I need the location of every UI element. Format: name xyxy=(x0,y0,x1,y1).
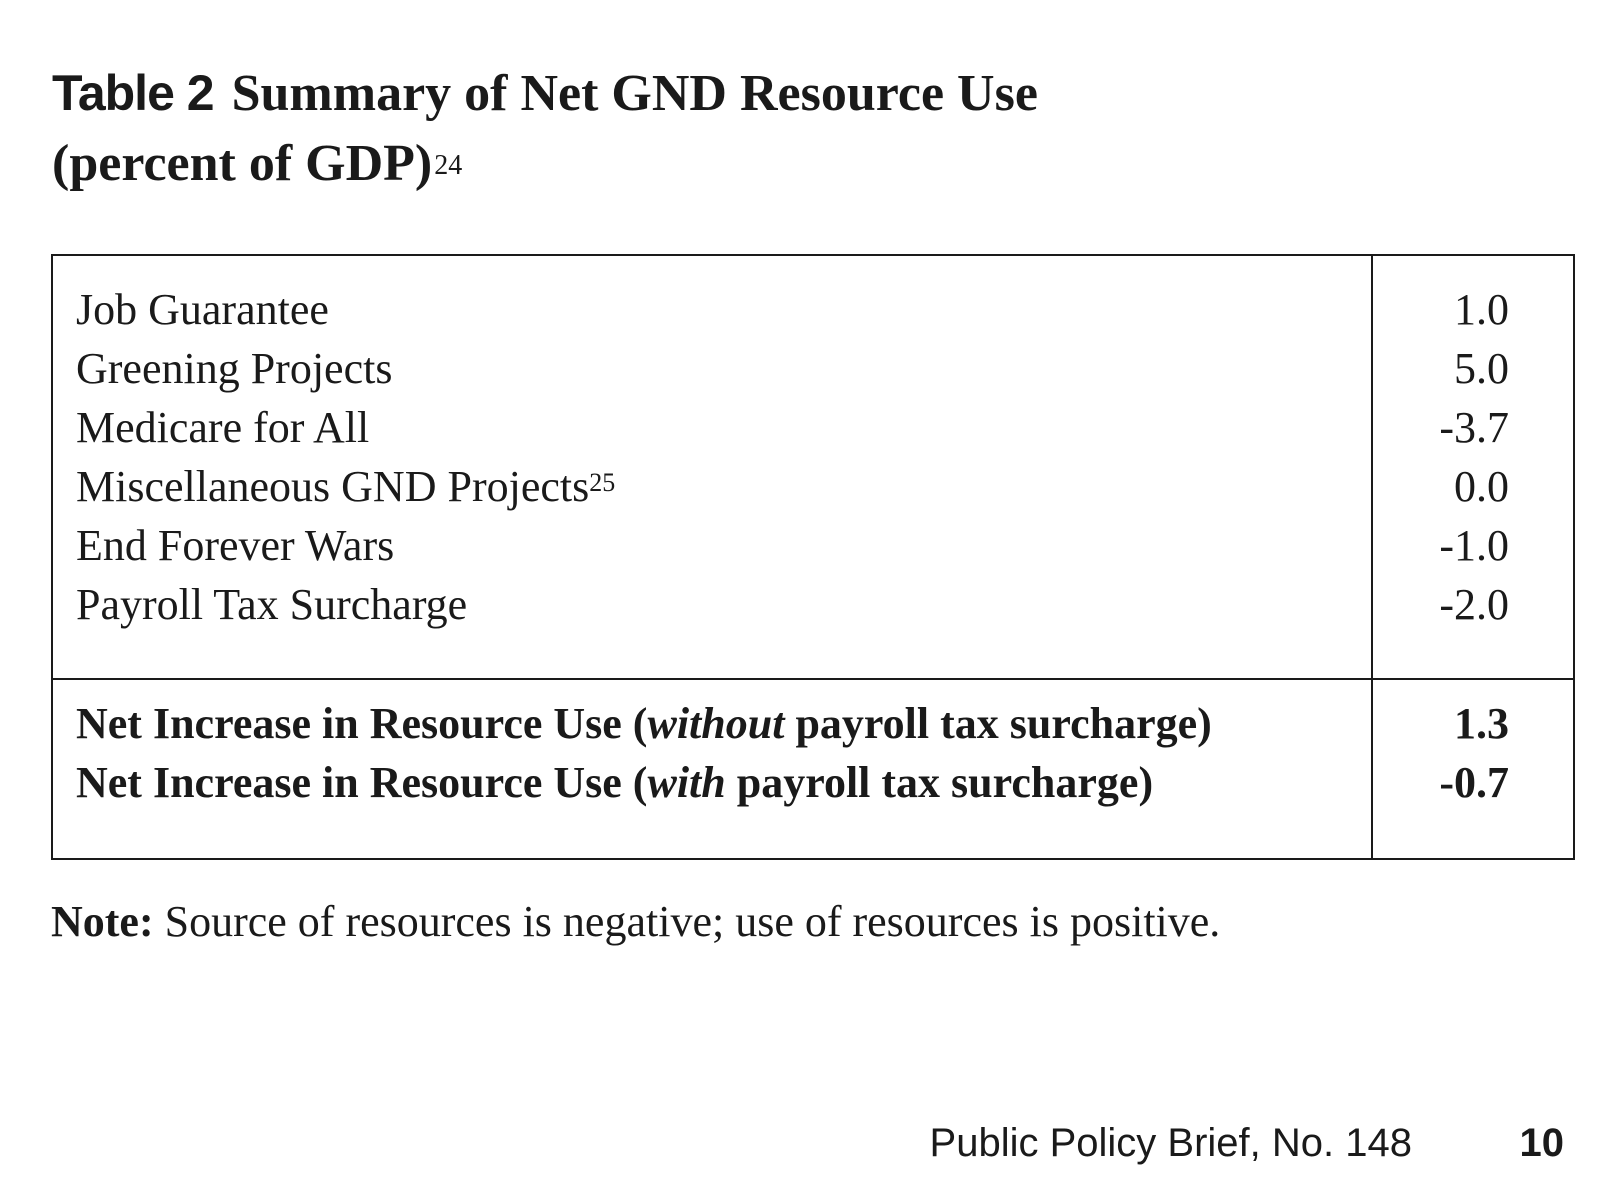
table-row xyxy=(53,575,1573,635)
total-row-with-surcharge xyxy=(53,753,1573,813)
table-subtitle xyxy=(52,129,1532,199)
note-label: Note: xyxy=(51,897,154,946)
row-value: 5.0 xyxy=(1454,344,1509,393)
row-label: Medicare for All xyxy=(76,403,370,452)
total-label-prefix: Net Increase in Resource Use ( xyxy=(76,699,648,748)
row-label-text: Miscellaneous GND Projects xyxy=(76,462,590,511)
table-row xyxy=(53,339,1573,399)
total-label-emphasis: without xyxy=(647,699,785,748)
table-title xyxy=(52,58,1532,129)
total-row-without-surcharge xyxy=(53,694,1573,754)
row-label: Greening Projects xyxy=(76,344,393,393)
summary-table xyxy=(51,254,1575,860)
row-label: End Forever Wars xyxy=(76,521,395,570)
total-value: 1.3 xyxy=(1454,699,1509,748)
title-footnote-ref: 24 xyxy=(434,150,463,181)
total-label xyxy=(76,694,1212,754)
table-row xyxy=(53,457,1573,517)
table-title-text: Summary of Net GND Resource Use xyxy=(231,65,1038,122)
row-label xyxy=(76,457,615,517)
total-label-emphasis: with xyxy=(647,758,726,807)
total-value: -0.7 xyxy=(1439,758,1509,807)
row-footnote-ref: 25 xyxy=(589,468,616,497)
page-number: 10 xyxy=(1519,1121,1564,1165)
row-value: -3.7 xyxy=(1439,403,1509,452)
row-label: Payroll Tax Surcharge xyxy=(76,580,468,629)
row-label: Job Guarantee xyxy=(76,285,329,334)
row-divider xyxy=(53,678,1573,680)
row-value: -1.0 xyxy=(1439,521,1509,570)
footer-publication: Public Policy Brief, No. 148 xyxy=(929,1121,1412,1165)
table-number-label: Table 2 xyxy=(52,65,214,121)
total-label-suffix: payroll tax surcharge) xyxy=(784,699,1212,748)
table-title-block xyxy=(52,58,1532,199)
table-note xyxy=(51,892,1220,952)
row-value: -2.0 xyxy=(1439,580,1509,629)
row-value: 1.0 xyxy=(1454,285,1509,334)
note-text: Source of resources is negative; use of resources is positive. xyxy=(153,897,1221,946)
table-row xyxy=(53,398,1573,458)
row-value: 0.0 xyxy=(1454,462,1509,511)
table-row xyxy=(53,280,1573,340)
total-label-suffix: payroll tax surcharge) xyxy=(725,758,1154,807)
total-label-prefix: Net Increase in Resource Use ( xyxy=(76,758,648,807)
table-subtitle-text: (percent of GDP) xyxy=(52,135,433,192)
total-label xyxy=(76,753,1153,813)
table-row xyxy=(53,516,1573,576)
